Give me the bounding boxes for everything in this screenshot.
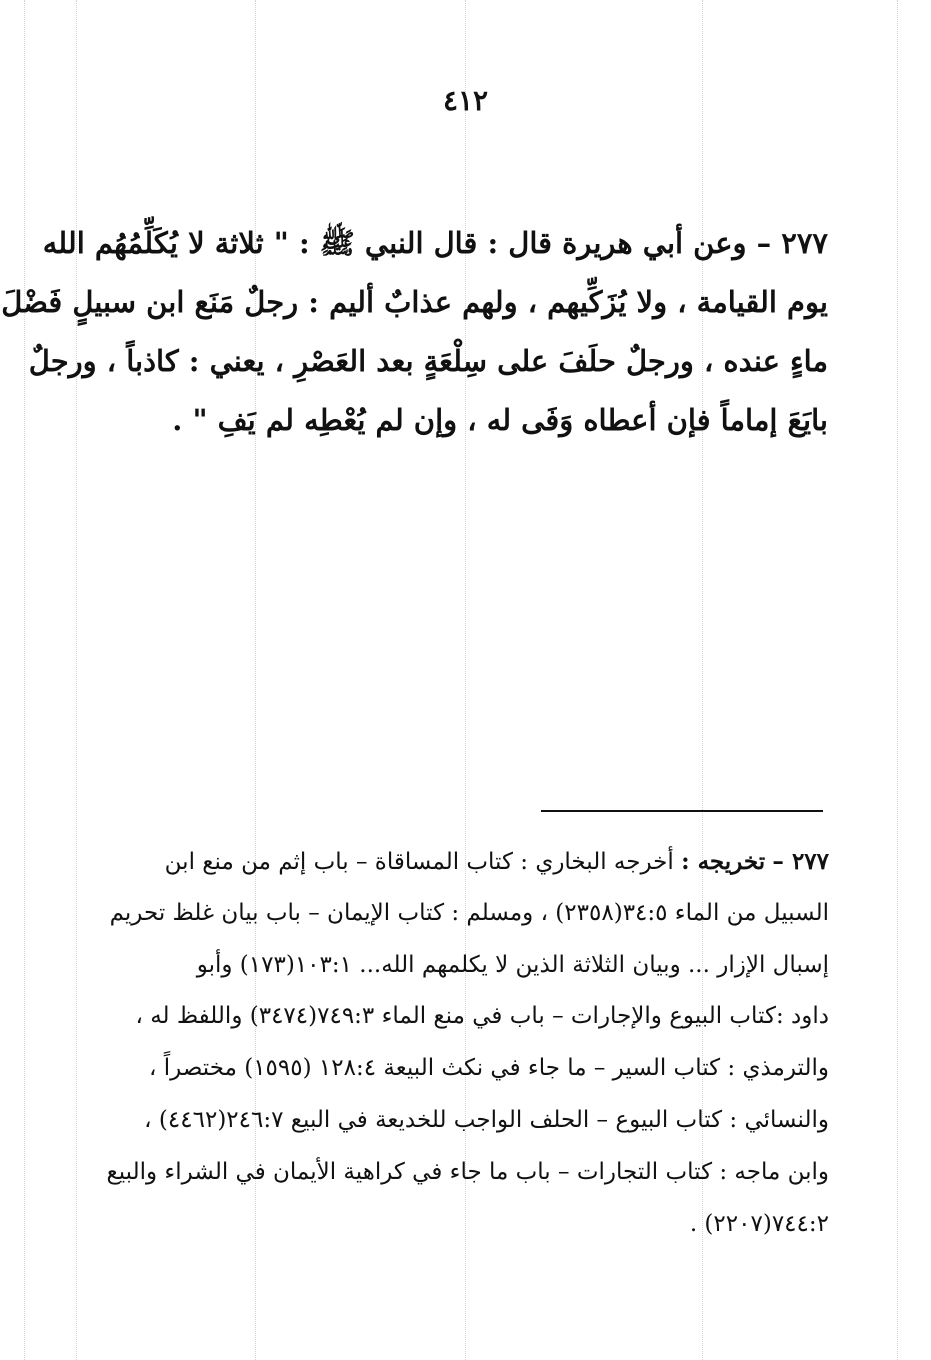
hadith-line-3: ماءٍ عنده ، ورجلٌ حلَفَ على سِلْعَةٍ بعد العَصْرِ ، يعني : كاذباً ، ورجلٌ (28, 344, 828, 378)
hadith-text (1, 214, 828, 450)
footnote-label: تخريجه : (681, 848, 766, 875)
footnote-text (100, 836, 829, 1250)
footnote-line-7: وابن ماجه : كتاب التجارات – باب ما جاء في كراهية الأيمان في الشراء والبيع (106, 1158, 829, 1185)
page-number: ٤١٢ (442, 84, 489, 117)
hadith-line-4: بايَعَ إماماً فإن أعطاه وَفَى له ، وإن لم يُعْطِه لم يَفِ " . (172, 403, 828, 437)
footnote-line-6: والنسائي : كتاب البيوع – الحلف الواجب للخديعة في البيع ٢٤٦:٧(٤٤٦٢) ، (144, 1106, 829, 1133)
footnote-line-3: إسبال الإزار ... وبيان الثلاثة الذين لا يكلمهم الله... ١٠٣:١(١٧٣) وأبو (196, 951, 829, 978)
scan-artifact-right (897, 0, 898, 1360)
footnote-separator (541, 810, 823, 812)
footnote-line-5: والترمذي : كتاب السير – ما جاء في نكث البيعة ١٢٨:٤ (١٥٩٥) مختصراً ، (149, 1055, 829, 1082)
scan-artifact-left (24, 0, 25, 1360)
footnote-line-2: السبيل من الماء ٣٤:٥(٢٣٥٨) ، ومسلم : كتاب الإيمان – باب بيان غلظ تحريم (109, 899, 829, 926)
footnote-number: ٢٧٧ – (772, 848, 829, 875)
footnote-line-1-text: أخرجه البخاري : كتاب المساقاة – باب إثم من منع ابن (164, 849, 674, 875)
footnote-line-8: ٧٤٤:٢(٢٢٠٧) . (689, 1210, 829, 1237)
footnote-line-1 (100, 836, 829, 888)
scan-artifact-left-inner (76, 0, 77, 1360)
footnote-line-4: داود :كتاب البيوع والإجارات – باب في منع الماء ٧٤٩:٣(٣٤٧٤) واللفظ له ، (135, 1003, 829, 1030)
hadith-line-1: ٢٧٧ – وعن أبي هريرة قال : قال النبي ﷺ : " ثلاثة لا يُكَلِّمُهُم الله (42, 226, 828, 260)
hadith-line-2: يوم القيامة ، ولا يُزَكِّيهم ، ولهم عذابٌ أليم : رجلٌ مَنَع ابن سبيلٍ فَضْلَ (1, 285, 828, 319)
